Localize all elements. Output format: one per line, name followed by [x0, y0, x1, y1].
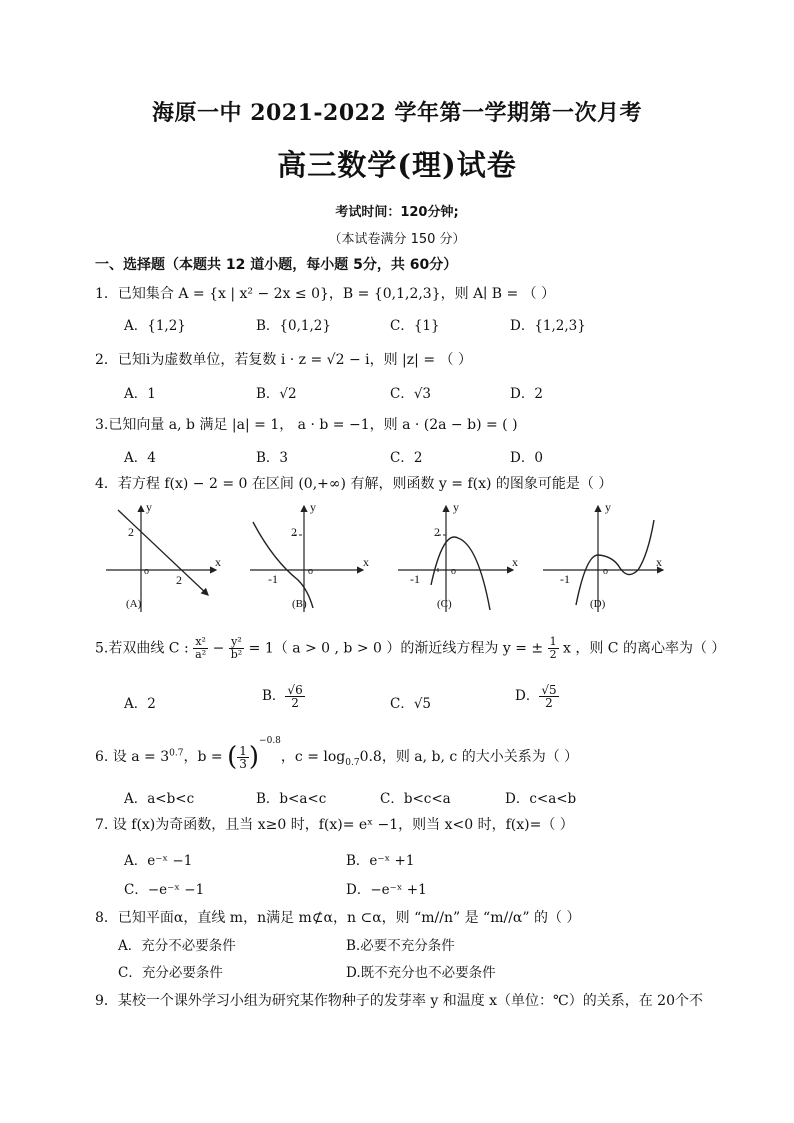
- graph-d-axis-y: y: [605, 500, 611, 514]
- q5-option-b: B． $\frac{√6}{2}$: [262, 683, 303, 710]
- graph-a-label: (A): [126, 598, 142, 610]
- graph-b: [250, 506, 363, 612]
- q5-fraction-half: $\frac{1}{2}$: [549, 635, 557, 661]
- q3-option-b: B．3: [256, 450, 289, 466]
- graph-a-axis-x: x: [215, 555, 221, 569]
- full-score: （本试卷满分 150 分）: [328, 232, 466, 247]
- graph-a-tick-x: 2: [176, 573, 182, 587]
- q8-option-b: B.必要不充分条件: [346, 938, 455, 954]
- exam-title: 海原一中 2021-2022 学年第一学期第一次月考: [152, 100, 642, 126]
- q5-stem-c: x ，则 C 的离心率为（ ）: [563, 640, 726, 657]
- graph-d-tick-x: -1: [560, 572, 570, 586]
- question-3-stem: 3.已知向量 a, b 满足 |a| = 1， a · b = −1，则 a · (2a − b) = ( ): [95, 417, 518, 433]
- q5-stem-b: = 1（ a > 0 , b > 0 ）的渐近线方程为 y = ±: [248, 640, 544, 657]
- q6-option-b: B．b<a<c: [256, 791, 327, 807]
- q1-option-a: A．{1,2}: [124, 318, 186, 334]
- q5-option-d: D． $\frac{√5}{2}$: [515, 683, 557, 710]
- q1-option-b: B．{0,1,2}: [256, 318, 331, 334]
- graph-c-tick-x: -1: [410, 572, 420, 586]
- q1-option-c: C．{1}: [390, 318, 440, 334]
- q7-option-c: C．−e⁻ˣ −1: [124, 882, 205, 898]
- graph-a-origin: o: [144, 566, 149, 577]
- q5-minus: −: [212, 640, 225, 657]
- graph-b-origin: o: [308, 566, 313, 577]
- q7-option-a: A．e⁻ˣ −1: [124, 853, 193, 869]
- q3-option-a: A．4: [124, 450, 156, 466]
- graph-d-label: (D): [590, 598, 606, 610]
- q5-fraction-x: $\frac{\text{x²}}{\text{a²}}$: [195, 635, 207, 661]
- paper-subtitle: 高三数学(理)试卷: [277, 148, 517, 182]
- question-6-stem: 6. 设 $a = 3^{0.7}$，b = ( $\frac{1}{3}$ )$^{-0.8}$，$c = \log_{0.7}0.8$，则 a, b, c 的大小关系为（ ）: [95, 736, 579, 772]
- graph-c-axis-x: x: [512, 555, 518, 569]
- question-2-stem: 2．已知i为虚数单位，若复数 i · z = √2 − i，则 |z| = （ ）: [95, 352, 472, 368]
- question-1-stem: 1．已知集合 A = {x | x² − 2x ≤ 0}，B = {0,1,2,3}，则 A∣ B = （ ）: [95, 286, 556, 302]
- graph-b-axis-y: y: [310, 500, 316, 514]
- graph-c-origin: o: [451, 566, 456, 577]
- graph-a: [106, 506, 216, 612]
- graph-c-label: (C): [437, 598, 452, 610]
- q7-option-d: D．−e⁻ˣ +1: [346, 882, 427, 898]
- q5-fraction-y: $\frac{\text{y²}}{\text{b²}}$: [230, 635, 243, 661]
- question-5-stem: [95, 636, 725, 661]
- graph-c-axis-y: y: [453, 500, 459, 514]
- q6-option-a: A．a<b<c: [124, 791, 195, 807]
- q5-option-c: C．√5: [390, 696, 432, 712]
- q1-option-d: D．{1,2,3}: [510, 318, 586, 334]
- question-4-stem: 4．若方程 f(x) − 2 = 0 在区间 (0,+∞) 有解，则函数 y = f(x) 的图象可能是（ ）: [95, 476, 613, 492]
- q2-option-a: A．1: [124, 386, 156, 402]
- exam-time: 考试时间：120分钟;: [335, 205, 459, 220]
- graph-b-tick-y: 2: [291, 525, 297, 539]
- q3-option-d: D．0: [510, 450, 543, 466]
- question-8-stem: 8．已知平面α，直线 m，n满足 m⊄α，n ⊂α，则 “m//n” 是 “m//α” 的（ ）: [95, 910, 581, 926]
- question-9-stem: 9．某校一个课外学习小组为研究某作物种子的发芽率 y 和温度 x（单位：℃）的关系，在 20个不: [95, 993, 703, 1009]
- graph-c: [398, 506, 513, 612]
- q3-option-c: C．2: [390, 450, 423, 466]
- graph-b-axis-x: x: [363, 555, 369, 569]
- graph-c-tick-y: 2: [434, 525, 440, 539]
- graph-d: [543, 506, 663, 612]
- q6-option-d: D．c<a<b: [505, 791, 577, 807]
- q8-option-c: C．充分必要条件: [118, 965, 223, 981]
- q8-option-d: D.既不充分也不必要条件: [346, 965, 496, 981]
- section-heading-choice: 一、选择题（本题共 12 道小题，每小题 5分，共 60分）: [95, 257, 458, 273]
- graph-d-origin: o: [603, 566, 608, 577]
- graph-d-axis-x: x: [656, 555, 662, 569]
- q2-option-b: B．√2: [256, 386, 297, 402]
- question-7-stem: 7. 设 f(x)为奇函数，且当 x≥0 时，f(x)= eˣ −1，则当 x<0 时，f(x)=（ ）: [95, 817, 574, 833]
- q7-option-b: B．e⁻ˣ +1: [346, 853, 415, 869]
- q5-stem-a: 5.若双曲线 C :: [95, 640, 189, 657]
- q6-option-c: C．b<c<a: [380, 791, 451, 807]
- graph-a-axis-y: y: [146, 500, 152, 514]
- q2-option-c: C．√3: [390, 386, 432, 402]
- graph-a-tick-y: 2: [128, 525, 134, 539]
- q5-option-a: A．2: [124, 696, 156, 712]
- graph-b-tick-x: -1: [268, 572, 278, 586]
- graph-b-label: (B): [292, 598, 307, 610]
- q8-option-a: A．充分不必要条件: [118, 938, 236, 954]
- q2-option-d: D．2: [510, 386, 543, 402]
